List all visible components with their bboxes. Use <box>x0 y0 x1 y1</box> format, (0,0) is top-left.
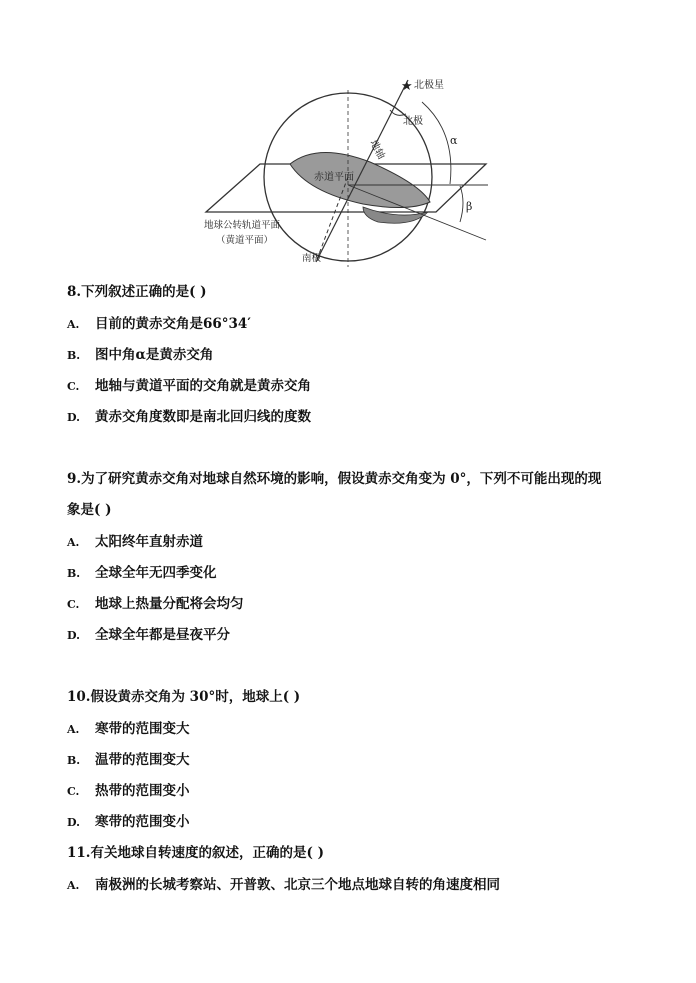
option-letter: A. <box>67 536 80 549</box>
beta-arc <box>460 186 463 222</box>
alpha-arc <box>422 102 451 184</box>
option-letter: D. <box>67 629 80 642</box>
option-text: 地球上热量分配将会均匀 <box>95 596 244 612</box>
beta-label: β <box>466 200 473 213</box>
option-text: 全球全年都是昼夜平分 <box>95 627 230 643</box>
option-text: 地轴与黄道平面的交角就是黄赤交角 <box>95 378 311 394</box>
option-letter: B. <box>67 567 81 580</box>
option-text: 南极洲的长城考察站、开普敦、北京三个地点地球自转的角速度相同 <box>95 877 500 893</box>
orbit-plane-sub-label: （黄道平面） <box>216 235 274 246</box>
question-10-option-d[interactable] <box>67 812 190 833</box>
orbit-plane-label: 地球公转轨道平面 <box>204 220 281 231</box>
alpha-label: α <box>450 134 458 147</box>
question-9-option-a[interactable] <box>67 532 203 553</box>
option-text: 太阳终年直射赤道 <box>95 534 203 550</box>
question-9-option-c[interactable] <box>67 594 244 615</box>
option-text: 黄赤交角度数即是南北回归线的度数 <box>95 409 311 425</box>
option-letter: A. <box>67 723 80 736</box>
question-10-option-a[interactable] <box>67 719 190 740</box>
question-9-option-b[interactable] <box>67 563 217 584</box>
north-star-label: 北极星 <box>414 80 444 91</box>
option-letter: C. <box>67 380 80 393</box>
option-letter: C. <box>67 598 80 611</box>
question-8-option-a[interactable] <box>67 314 251 335</box>
option-letter: A. <box>67 318 80 331</box>
question-10-option-b[interactable] <box>67 750 190 771</box>
star-icon: ★ <box>401 79 413 94</box>
option-letter: C. <box>67 785 80 798</box>
earth-axis-figure <box>198 72 498 268</box>
question-8-option-c[interactable] <box>67 376 311 397</box>
question-9-option-d[interactable] <box>67 625 230 646</box>
option-text: 寒带的范围变小 <box>95 814 190 830</box>
south-pole-label: 南极 <box>302 253 322 264</box>
question-11-stem: 11.有关地球自转速度的叙述，正确的是( ) <box>67 845 324 861</box>
option-letter: B. <box>67 754 81 767</box>
question-10-stem: 10.假设黄赤交角为 30°时，地球上( ) <box>67 689 301 705</box>
equator-plane-shade <box>290 152 430 207</box>
question-8-option-d[interactable] <box>67 407 311 428</box>
option-text: 图中角α是黄赤交角 <box>95 347 214 363</box>
option-letter: B. <box>67 349 81 362</box>
option-text: 目前的黄赤交角是66°34′ <box>95 316 251 332</box>
question-10-option-c[interactable] <box>67 781 190 802</box>
equator-plane-lower <box>363 207 428 223</box>
question-9-stem-cont: 象是( ) <box>67 502 112 518</box>
ecliptic-diagram <box>198 72 498 268</box>
question-11-option-a[interactable] <box>67 875 500 896</box>
option-letter: D. <box>67 411 80 424</box>
option-text: 热带的范围变小 <box>95 783 190 799</box>
option-text: 寒带的范围变大 <box>95 721 190 737</box>
option-letter: A. <box>67 879 80 892</box>
axis-label: 地轴 <box>367 138 387 162</box>
north-pole-label: 北极 <box>403 116 423 127</box>
question-8-option-b[interactable] <box>67 345 213 366</box>
question-8-stem: 8.下列叙述正确的是( ) <box>67 284 207 300</box>
option-text: 温带的范围变大 <box>95 752 190 768</box>
option-letter: D. <box>67 816 80 829</box>
equator-plane-label: 赤道平面 <box>314 172 354 183</box>
question-9-stem: 9.为了研究黄赤交角对地球自然环境的影响，假设黄赤交角变为 0°，下列不可能出现的现 <box>67 471 602 487</box>
option-text: 全球全年无四季变化 <box>95 565 217 581</box>
